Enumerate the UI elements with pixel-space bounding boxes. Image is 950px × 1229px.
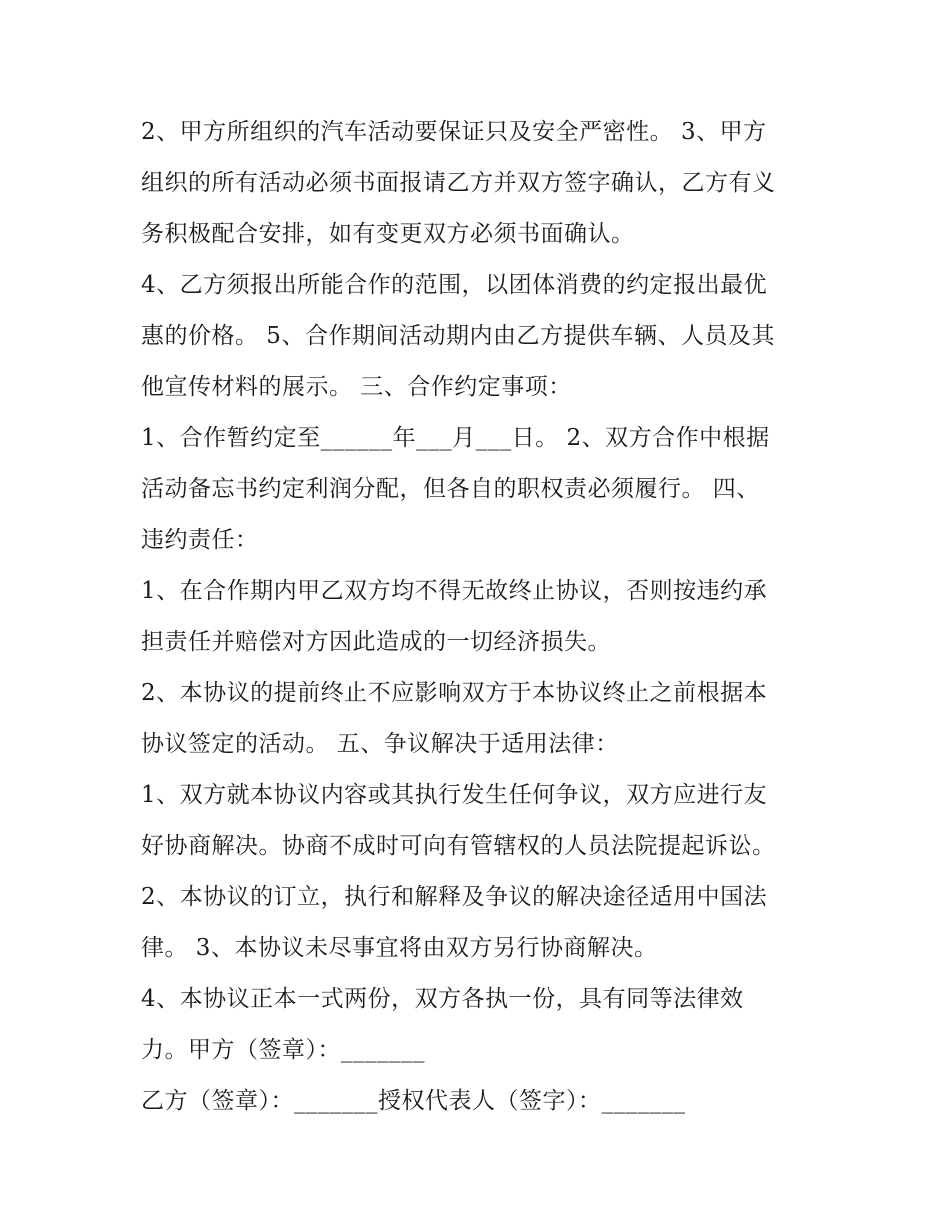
text-line-1: 2、甲方所组织的汽车活动要保证只及安全严密性。 3、甲方 <box>141 119 767 145</box>
text-line-20: 乙方（签章）：_______授权代表人（签字）：_______ <box>141 1088 686 1114</box>
text-line-10: 1、在合作期内甲乙双方均不得无故终止协议，否则按违约承 <box>141 578 768 604</box>
text-line-5: 惠的价格。 5、合作期间活动期内由乙方提供车辆、人员及其 <box>141 323 775 349</box>
text-line-16: 2、本协议的订立，执行和解释及争议的解决途径适用中国法 <box>141 884 768 910</box>
text-line-12: 2、本协议的提前终止不应影响双方于本协议终止之前根据本 <box>141 680 768 706</box>
text-line-18: 4、本协议正本一式两份，双方各执一份，具有同等法律效 <box>141 986 744 1012</box>
text-line-9: 违约责任： <box>141 527 259 553</box>
text-line-14: 1、双方就本协议内容或其执行发生任何争议，双方应进行友 <box>141 782 768 808</box>
text-line-6: 他宣传材料的展示。 三、合作约定事项： <box>141 374 572 400</box>
document-body <box>141 107 831 1127</box>
text-line-2: 组织的所有活动必须书面报请乙方并双方签字确认，乙方有义 <box>141 170 776 196</box>
text-line-15: 好协商解决。协商不成时可向有管辖权的人员法院提起诉讼。 <box>141 833 776 859</box>
text-line-11: 担责任并赔偿对方因此造成的一切经济损失。 <box>141 629 611 655</box>
text-line-17: 律。 3、本协议未尽事宜将由双方另行协商解决。 <box>141 935 658 961</box>
text-line-8: 活动备忘书约定利润分配，但各自的职权责必须履行。 四、 <box>141 476 760 502</box>
text-line-13: 协议签定的活动。 五、争议解决于适用法律： <box>141 731 619 757</box>
text-line-3: 务积极配合安排，如有变更双方必须书面确认。 <box>141 221 635 247</box>
text-line-7: 1、合作暂约定至______年___月___日。 2、双方合作中根据 <box>141 425 770 451</box>
text-line-4: 4、乙方须报出所能合作的范围，以团体消费的约定报出最优 <box>141 272 768 298</box>
text-line-19: 力。甲方（签章）：_______ <box>141 1037 425 1063</box>
